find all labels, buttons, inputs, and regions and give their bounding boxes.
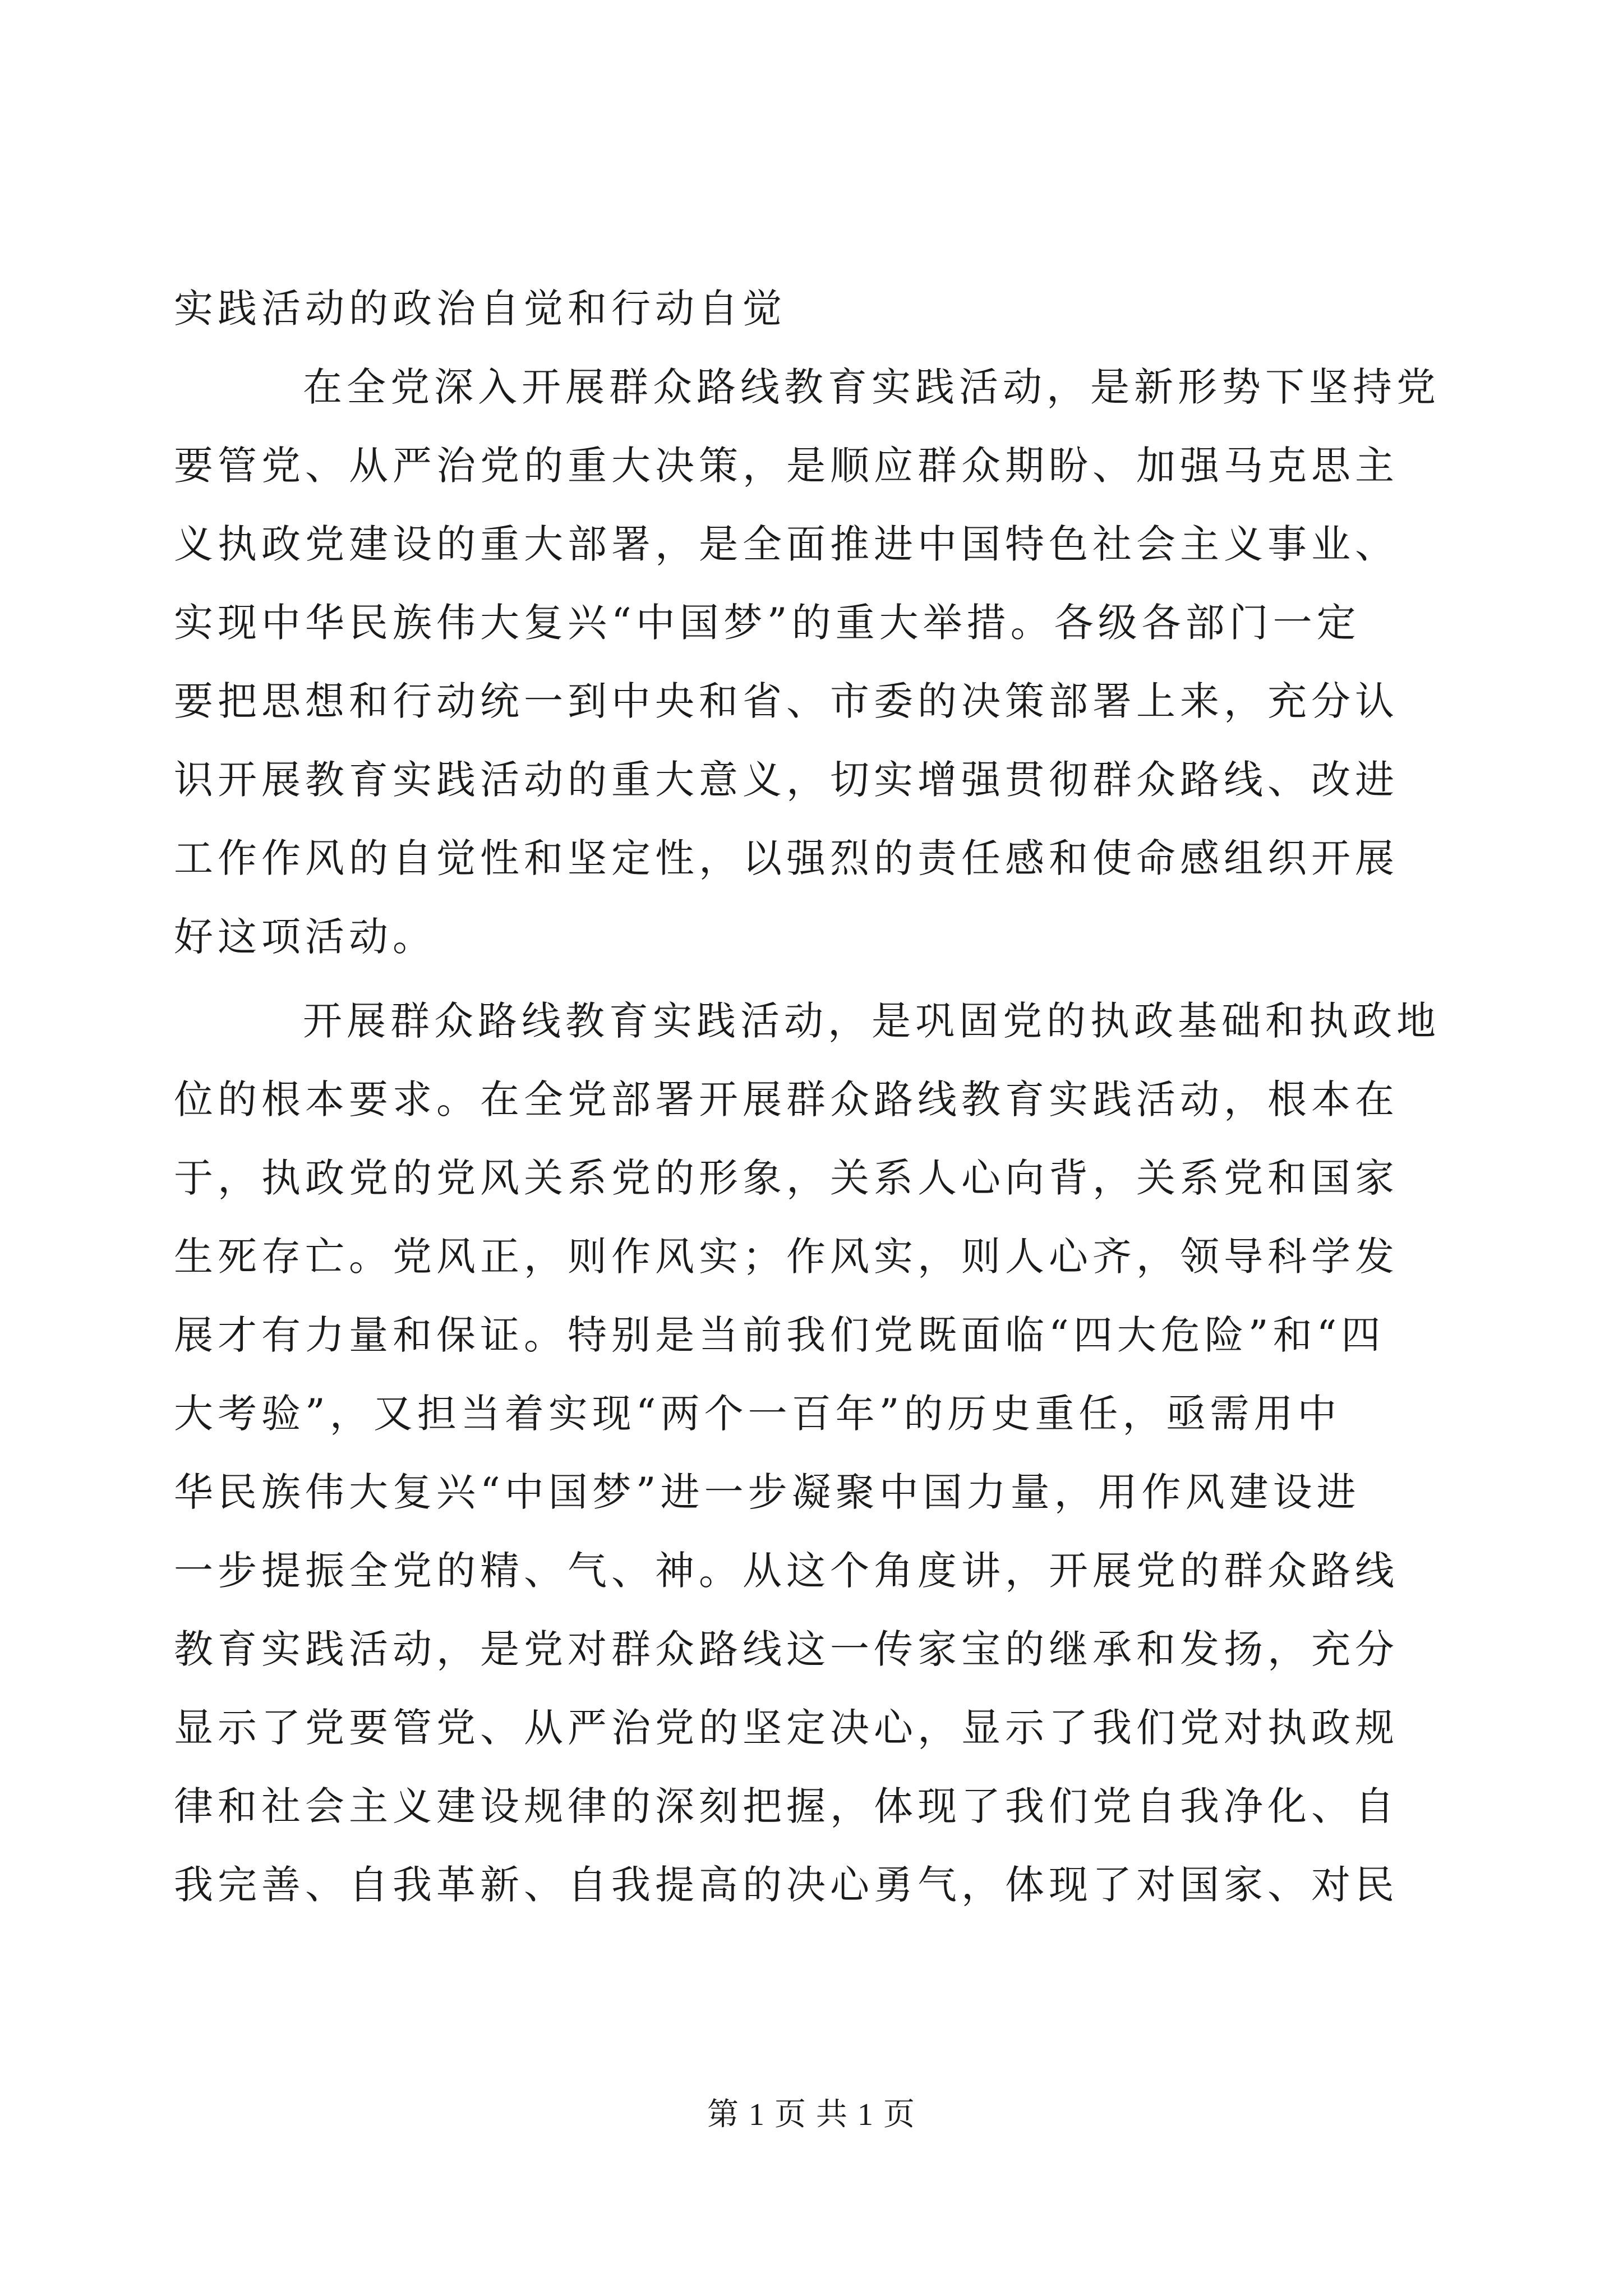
paragraph-1-line-8: 好这项活动。	[174, 914, 436, 960]
paragraph-1-line-5: 要把思想和行动统一到中央和省、市委的决策部署上来，充分认	[174, 678, 1399, 724]
paragraph-1-line-4: 实现中华民族伟大复兴“中国梦”的重大举措。各级各部门一定	[174, 600, 1361, 646]
paragraph-2-line-7: 华民族伟大复兴“中国梦”进一步凝聚中国力量，用作风建设进	[174, 1469, 1361, 1515]
paragraph-2-line-10: 显示了党要管党、从严治党的坚定决心，显示了我们党对执政规	[174, 1705, 1399, 1751]
paragraph-2-line-11: 律和社会主义建设规律的深刻把握，体现了我们党自我净化、自	[174, 1783, 1399, 1829]
section-heading-line: 实践活动的政治自觉和行动自觉	[174, 286, 786, 332]
paragraph-2-line-1: 开展群众路线教育实践活动，是巩固党的执政基础和执政地	[303, 998, 1440, 1044]
paragraph-2-line-3: 于，执政党的党风关系党的形象，关系人心向背，关系党和国家	[174, 1155, 1399, 1201]
paragraph-2-line-6: 大考验”，又担当着实现“两个一百年”的历史重任，亟需用中	[174, 1391, 1341, 1437]
paragraph-1-line-3: 义执政党建设的重大部署，是全面推进中国特色社会主义事业、	[174, 521, 1399, 567]
paragraph-1-line-6: 识开展教育实践活动的重大意义，切实增强贯彻群众路线、改进	[174, 757, 1399, 803]
paragraph-2-line-2: 位的根本要求。在全党部署开展群众路线教育实践活动，根本在	[174, 1076, 1399, 1122]
paragraph-1-line-2: 要管党、从严治党的重大决策，是顺应群众期盼、加强马克思主	[174, 443, 1399, 489]
paragraph-2-line-12: 我完善、自我革新、自我提高的决心勇气，体现了对国家、对民	[174, 1862, 1399, 1908]
page-footer: 第 1 页 共 1 页	[707, 2097, 916, 2132]
paragraph-2-line-8: 一步提振全党的精、气、神。从这个角度讲，开展党的群众路线	[174, 1548, 1399, 1594]
paragraph-2-line-4: 生死存亡。党风正，则作风实；作风实，则人心齐，领导科学发	[174, 1234, 1399, 1280]
paragraph-1-line-1: 在全党深入开展群众路线教育实践活动，是新形势下坚持党	[303, 364, 1440, 410]
paragraph-2-line-9: 教育实践活动，是党对群众路线这一传家宝的继承和发扬，充分	[174, 1626, 1399, 1672]
paragraph-1-line-7: 工作作风的自觉性和坚定性，以强烈的责任感和使命感组织开展	[174, 835, 1399, 881]
paragraph-2-line-5: 展才有力量和保证。特别是当前我们党既面临“四大危险”和“四	[174, 1312, 1385, 1358]
